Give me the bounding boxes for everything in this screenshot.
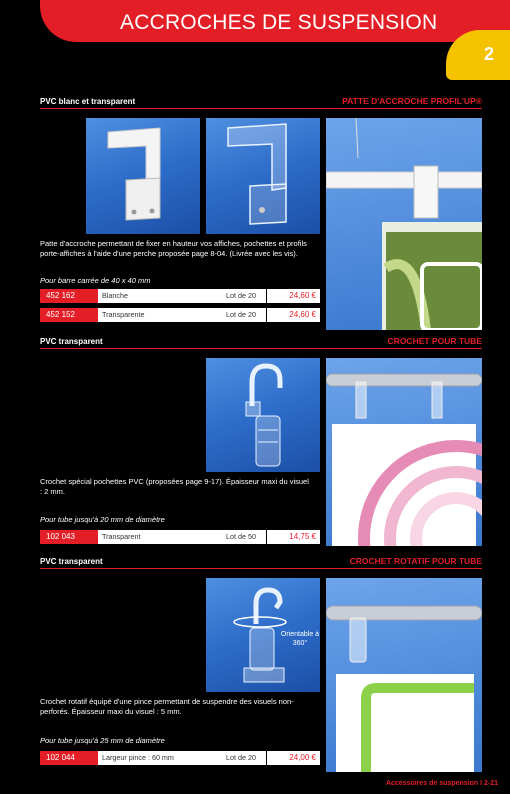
section3-note: Pour tube jusqu'à 25 mm de diamètre xyxy=(40,736,165,745)
product-price: 24,60 € xyxy=(266,308,320,322)
price-row xyxy=(40,530,320,544)
section3-material: PVC transparent xyxy=(40,557,103,566)
section2-name: CROCHET POUR TUBE xyxy=(387,336,482,346)
photo-white-bracket xyxy=(86,118,200,234)
product-lot: Lot de 20 xyxy=(226,310,256,319)
product-ref: 102 044 xyxy=(40,751,98,765)
product-label: Transparente xyxy=(98,308,266,322)
page-title: ACCROCHES DE SUSPENSION xyxy=(120,11,438,34)
section2-note: Pour tube jusqu'à 20 mm de diamètre xyxy=(40,515,165,524)
photo-tube-hook xyxy=(206,358,320,472)
section3-rule xyxy=(40,568,482,569)
section1-rule xyxy=(40,108,482,109)
product-lot: Lot de 20 xyxy=(226,753,256,762)
product-lot: Lot de 20 xyxy=(226,291,256,300)
section1-note: Pour barre carrée de 40 x 40 mm xyxy=(40,276,151,285)
product-price: 14,75 € xyxy=(266,530,320,544)
chapter-number: 2 xyxy=(484,44,495,64)
price-row xyxy=(40,308,320,322)
section2-description: Crochet spécial pochettes PVC (proposées page 9-17). Épaisseur maxi du visuel : 2 mm. xyxy=(40,477,309,496)
price-row xyxy=(40,751,320,765)
product-lot: Lot de 50 xyxy=(226,532,256,541)
photo-rotating-hook-usage xyxy=(326,578,482,772)
rotation-badge: Orientable à 360° xyxy=(280,631,320,647)
price-row xyxy=(40,289,320,303)
product-ref: 452 152 xyxy=(40,308,98,322)
section1-description: Patte d'accroche permettant de fixer en hauteur vos affiches, pochettes et profils porte-affiches à l'aide d'une perche proposée page 8-04. (Livrée avec les vis). xyxy=(40,239,307,258)
photo-rotating-hook xyxy=(206,578,320,692)
product-label: Blanche xyxy=(98,289,266,303)
section3-description: Crochet rotatif équipé d'une pince permettant de suspendre des visuels non-perforés. Épaisseur maxi du visuel : 5 mm. xyxy=(40,697,294,716)
section2-rule xyxy=(40,348,482,349)
page-footer: Accessoires de suspension I 2-21 xyxy=(385,780,498,787)
product-label: Transparent xyxy=(98,530,266,544)
product-ref: 452 162 xyxy=(40,289,98,303)
section2-material: PVC transparent xyxy=(40,337,103,346)
section1-name: PATTE D'ACCROCHE PROFIL'UP® xyxy=(342,96,482,106)
section3-name: CROCHET ROTATIF POUR TUBE xyxy=(349,556,482,566)
product-label: Largeur pince : 60 mm xyxy=(98,751,266,765)
section1-material: PVC blanc et transparent xyxy=(40,97,136,106)
product-price: 24,60 € xyxy=(266,289,320,303)
product-price: 24,00 € xyxy=(266,751,320,765)
product-ref: 102 043 xyxy=(40,530,98,544)
page-header xyxy=(0,0,510,64)
photo-profilup-usage xyxy=(326,118,482,330)
photo-clear-bracket xyxy=(206,118,320,234)
photo-tube-hook-usage xyxy=(326,358,482,546)
